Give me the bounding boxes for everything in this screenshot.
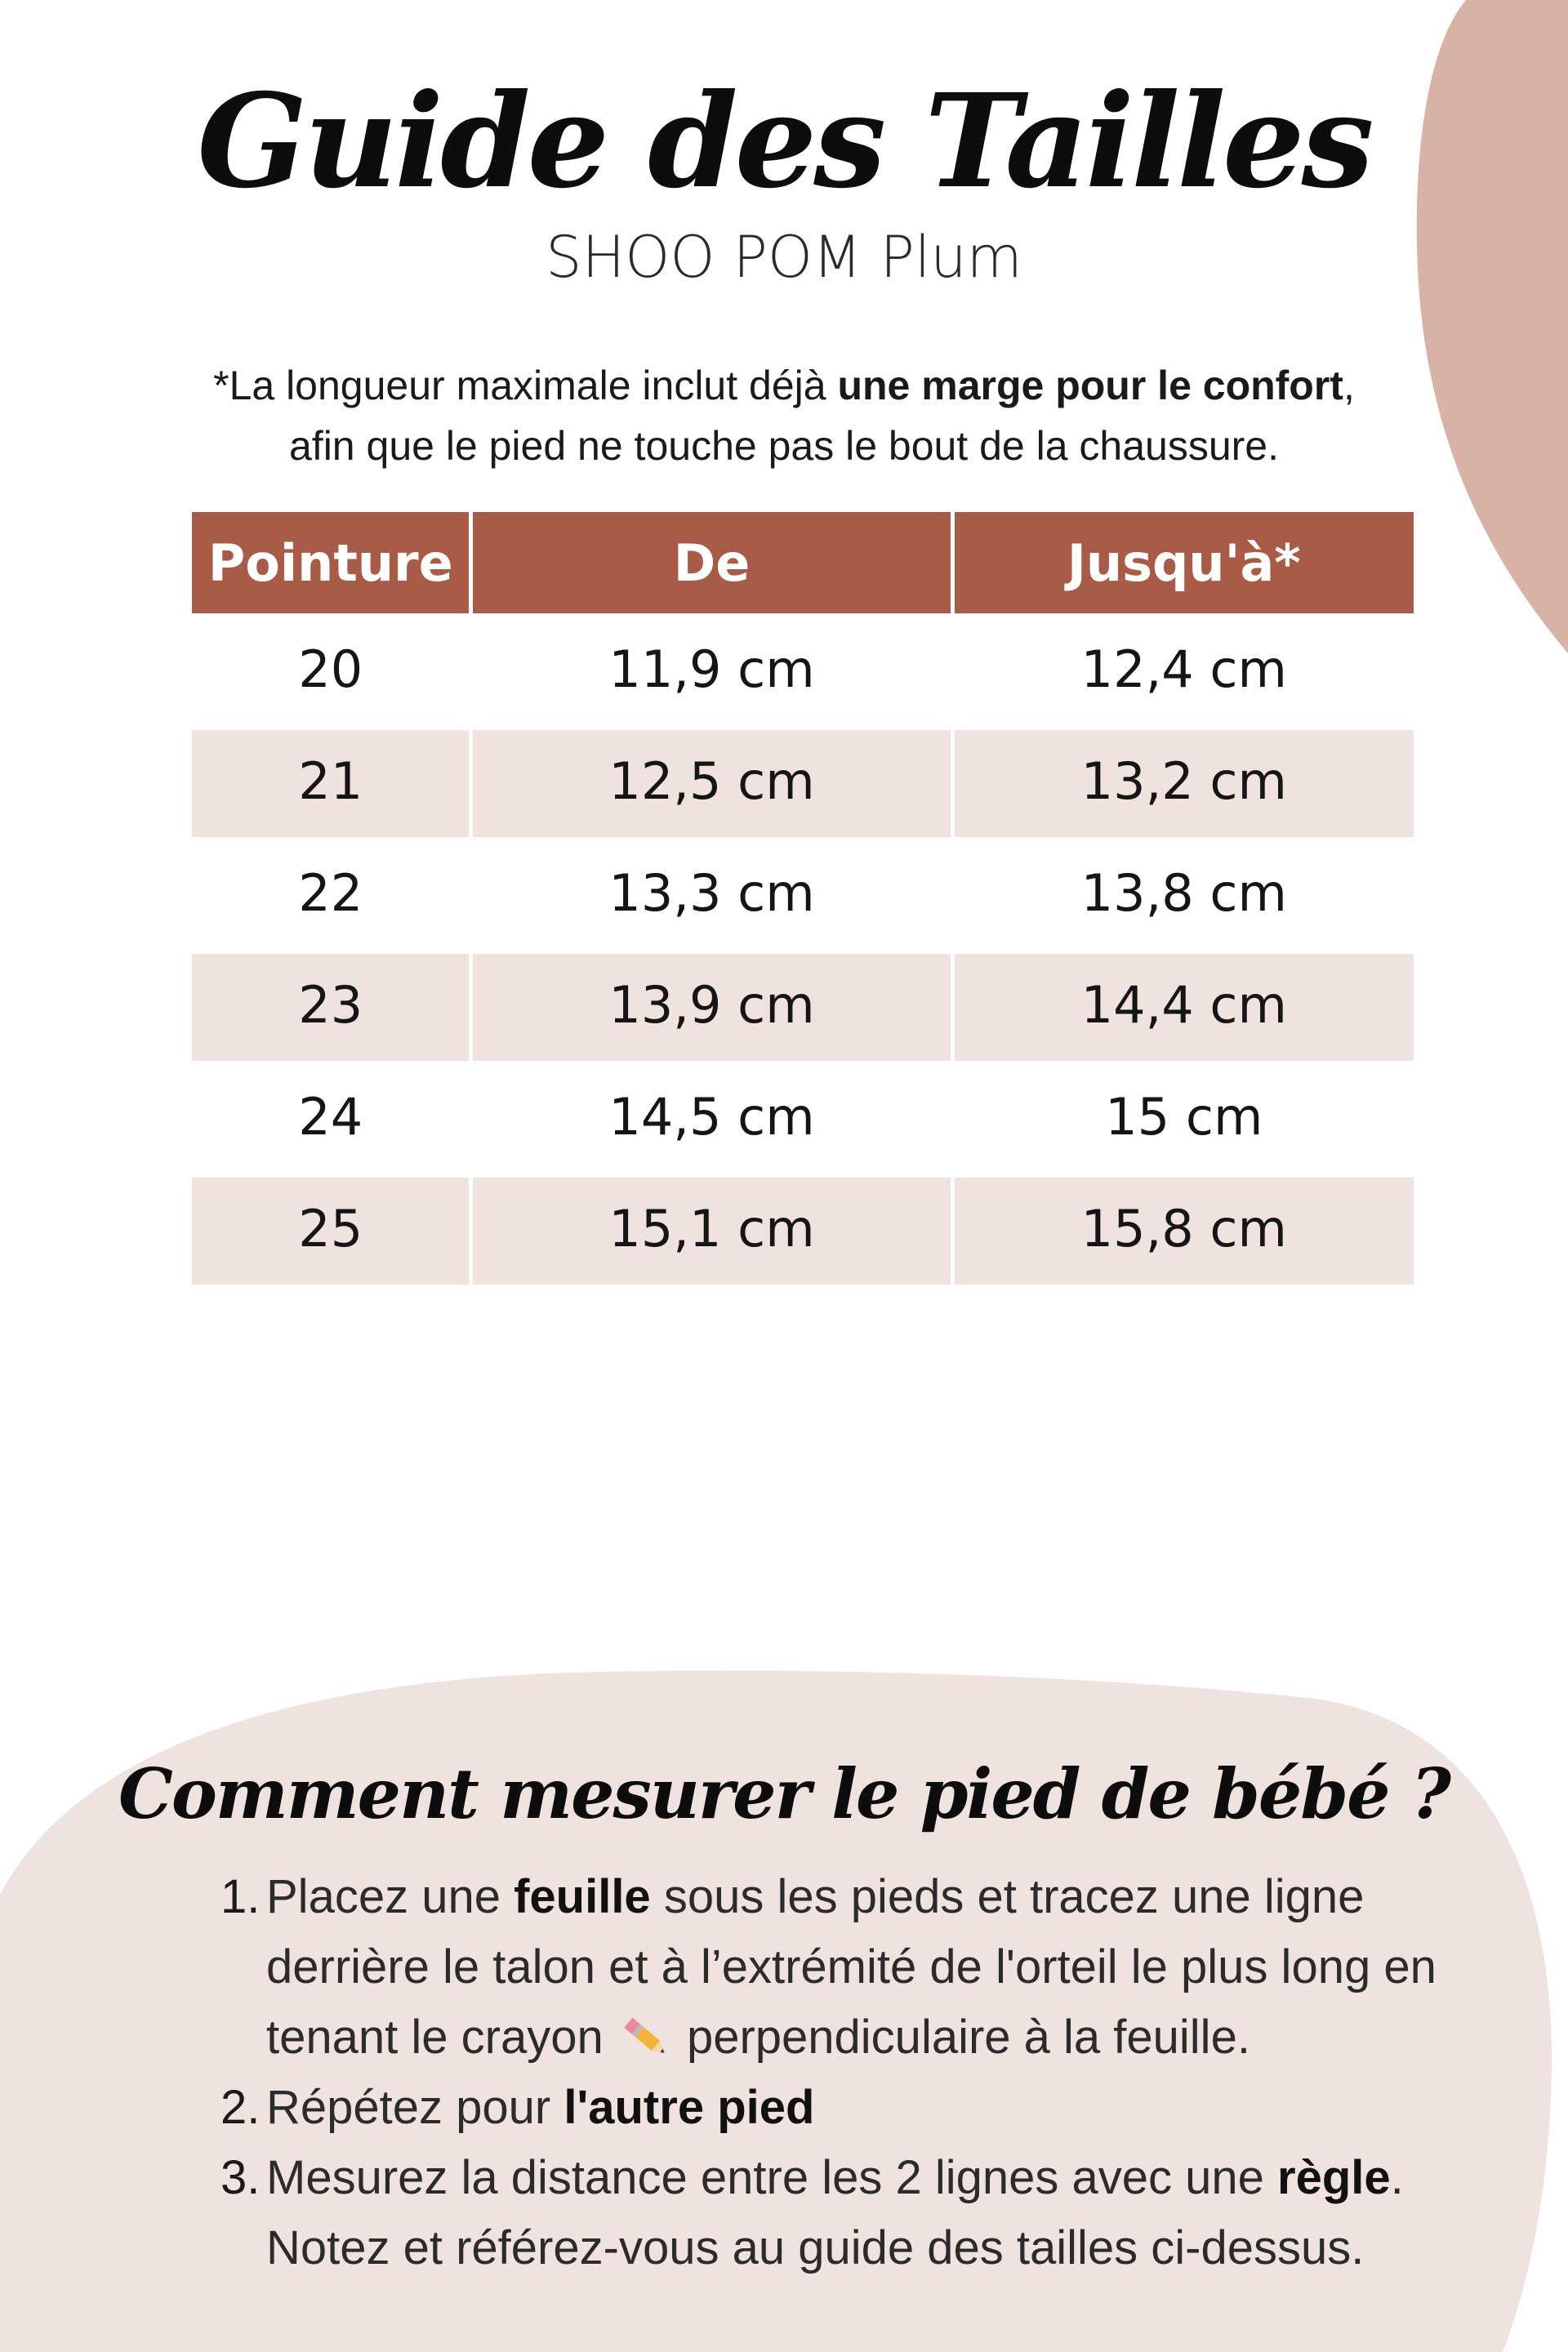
column-header-jusqua: Jusqu'à* [955, 512, 1414, 613]
step-text-continued: sous les pieds et tracez une ligne derrière le talon et à l’extrémité de l'orteil le plus long en tenant le crayon [266, 1870, 1437, 2064]
step-number: 2. [220, 2081, 261, 2134]
min-length-cell: 13,3 cm [473, 837, 950, 949]
size-cell: 20 [192, 613, 469, 725]
size-table [188, 512, 1418, 1285]
note-punctuation: , [1343, 363, 1355, 408]
comfort-note [163, 355, 1405, 476]
table-header-row [192, 512, 1414, 613]
step-text-line-2: Notez et référez-vous au guide des tailles ci-dessus. [266, 2221, 1365, 2274]
max-length-cell: 15,8 cm [955, 1173, 1414, 1285]
step-emphasis: l'autre pied [564, 2081, 815, 2134]
min-length-cell: 14,5 cm [473, 1061, 950, 1173]
min-length-cell: 13,9 cm [473, 949, 950, 1061]
pencil-icon [617, 2011, 674, 2060]
size-cell: 24 [192, 1061, 469, 1173]
table-row [192, 1173, 1414, 1285]
step-number: 3. [220, 2151, 261, 2204]
size-cell: 23 [192, 949, 469, 1061]
measure-steps-list [220, 1862, 1446, 2283]
step-number: 1. [220, 1870, 261, 1923]
list-item [220, 1862, 1446, 2073]
max-length-cell: 15 cm [955, 1061, 1414, 1173]
list-item [220, 2143, 1446, 2283]
step-emphasis: règle [1277, 2151, 1391, 2204]
page-title: Guide des Tailles [197, 66, 1371, 217]
step-text: Répétez pour [266, 2081, 564, 2134]
table-row [192, 1061, 1414, 1173]
min-length-cell: 12,5 cm [473, 725, 950, 837]
step-text: Placez une [266, 1870, 514, 1923]
note-emphasis: une marge pour le confort [837, 363, 1343, 408]
step-text: Mesurez la distance entre les 2 lignes avec une [266, 2151, 1278, 2204]
size-cell: 25 [192, 1173, 469, 1285]
how-to-measure-title: Comment mesurer le pied de bébé ? [118, 1753, 1450, 1834]
note-text: *La longueur maximale inclut déjà [213, 363, 838, 408]
table-row [192, 837, 1414, 949]
table-row [192, 613, 1414, 725]
max-length-cell: 13,8 cm [955, 837, 1414, 949]
column-header-de: De [473, 512, 950, 613]
size-cell: 22 [192, 837, 469, 949]
column-header-pointure: Pointure [192, 512, 469, 613]
size-cell: 21 [192, 725, 469, 837]
table-row [192, 949, 1414, 1061]
step-text-end: perpendiculaire à la feuille. [673, 2011, 1250, 2064]
min-length-cell: 15,1 cm [473, 1173, 950, 1285]
step-punctuation: . [1390, 2151, 1404, 2204]
step-emphasis: feuille [514, 1870, 651, 1923]
max-length-cell: 12,4 cm [955, 613, 1414, 725]
max-length-cell: 14,4 cm [955, 949, 1414, 1061]
table-row [192, 725, 1414, 837]
product-subtitle: SHOO POM Plum [546, 224, 1022, 291]
max-length-cell: 13,2 cm [955, 725, 1414, 837]
min-length-cell: 11,9 cm [473, 613, 950, 725]
note-line-2: afin que le pied ne touche pas le bout de la chaussure. [289, 423, 1279, 469]
list-item [220, 2073, 1446, 2143]
